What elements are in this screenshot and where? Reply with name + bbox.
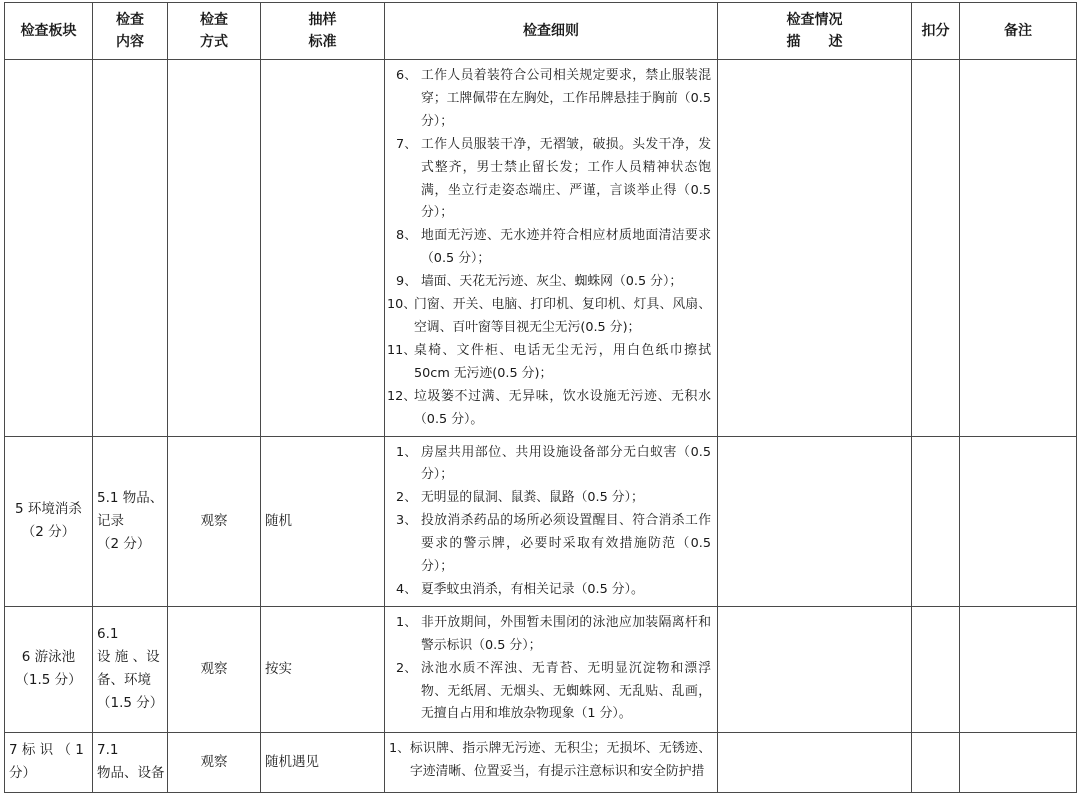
header-content: 检查 内容 [93, 3, 168, 60]
header-status: 检查情况 描 述 [718, 3, 912, 60]
rule-item: 3、 投放消杀药品的场所必须设置醒目、符合消杀工作要求的警示牌，必要时采取有效措施防范（0.5 分）； [396, 513, 711, 575]
status-cell [718, 732, 912, 792]
method-cell: 观察 [168, 732, 261, 792]
sampling-cell: 按实 [261, 606, 385, 732]
rule-item: 8、 地面无污迹、无水迹并符合相应材质地面清洁要求（0.5 分）； [396, 228, 711, 267]
method-cell: 观察 [168, 606, 261, 732]
header-deduct: 扣分 [912, 3, 960, 60]
rules-cell [385, 436, 718, 606]
header-block: 检查板块 [5, 3, 93, 60]
header-row [5, 3, 1077, 60]
deduct-cell [912, 436, 960, 606]
inspection-table-sheet [4, 2, 1076, 782]
content-cell: 5.1 物品、 记录 （2 分） [93, 436, 168, 606]
block-cell: 6 游泳池 （1.5 分） [5, 606, 93, 732]
sampling-cell [261, 60, 385, 437]
header-remark: 备注 [960, 3, 1077, 60]
header-method: 检查 方式 [168, 3, 261, 60]
table-row [5, 606, 1077, 732]
rule-item: 6、 工作人员着装符合公司相关规定要求，禁止服装混穿；工牌佩带在左胸处，工作吊牌悬挂于胸前（0.5分）； [396, 68, 711, 129]
remark-cell [960, 60, 1077, 437]
method-cell: 观察 [168, 436, 261, 606]
table-row [5, 732, 1077, 792]
table-row [5, 60, 1077, 437]
rule-item: 4、 夏季蚊虫消杀，有相关记录（0.5 分）。 [396, 581, 644, 597]
rule-item: 7、 工作人员服装干净，无褶皱，破损。头发干净，发式整齐，男士禁止留长发；工作人员精神状态饱满，坐立行走姿态端庄、严谨，言谈举止得（0.5 分）； [396, 136, 711, 221]
remark-cell [960, 436, 1077, 606]
content-cell: 7.1 物品、设备 [93, 732, 168, 792]
deduct-cell [912, 732, 960, 792]
sampling-cell: 随机遇见 [261, 732, 385, 792]
method-cell [168, 60, 261, 437]
rule-item: 1、 非开放期间，外围暂未围闭的泳池应加装隔离杆和警示标识（0.5 分）； [396, 614, 711, 653]
rule-item: 12、 垃圾篓不过满、无异味，饮水设施无污迹、无积水（0.5 分）。 [387, 388, 711, 427]
header-rules: 检查细则 [385, 3, 718, 60]
block-cell: 5 环境消杀 （2 分） [5, 436, 93, 606]
rule-item: 1、 标识牌、指示牌无污迹、无积尘；无损坏、无锈迹、字迹清晰、位置妥当，有提示注意标识和安全防护措 [389, 740, 711, 779]
inspection-table [4, 2, 1077, 793]
deduct-cell [912, 60, 960, 437]
status-cell [718, 606, 912, 732]
rule-item: 2、 泳池水质不浑浊、无青苔、无明显沉淀物和漂浮物、无纸屑、无烟头、无蜘蛛网、无乱贴、乱画，无擅自占用和堆放杂物现象（1 分）。 [396, 660, 711, 722]
header-sampling: 抽样 标准 [261, 3, 385, 60]
rule-item: 2、 无明显的鼠洞、鼠粪、鼠路（0.5 分）； [396, 490, 644, 506]
rules-cell [385, 606, 718, 732]
rule-item: 9、 墙面、天花无污迹、灰尘、蜘蛛网（0.5 分）； [396, 274, 683, 290]
block-cell [5, 60, 93, 437]
rules-cell [385, 732, 718, 792]
rule-item: 11、 桌椅、文件柜、电话无尘无污，用白色纸巾擦拭 50cm 无污迹(0.5 分)； [387, 342, 711, 381]
table-row [5, 436, 1077, 606]
remark-cell [960, 606, 1077, 732]
content-cell: 6.1 设 施 、设 备、环境 （1.5 分） [93, 606, 168, 732]
block-cell: 7 标 识 （ 1 分） [5, 732, 93, 792]
status-cell [718, 60, 912, 437]
deduct-cell [912, 606, 960, 732]
remark-cell [960, 732, 1077, 792]
rules-cell [385, 60, 718, 437]
rule-item: 1、 房屋共用部位、共用设施设备部分无白蚁害（0.5分）； [396, 444, 711, 483]
sampling-cell: 随机 [261, 436, 385, 606]
content-cell [93, 60, 168, 437]
rule-item: 10、 门窗、开关、电脑、打印机、复印机、灯具、风扇、空调、百叶窗等目视无尘无污(0.5 分)； [387, 297, 711, 335]
status-cell [718, 436, 912, 606]
